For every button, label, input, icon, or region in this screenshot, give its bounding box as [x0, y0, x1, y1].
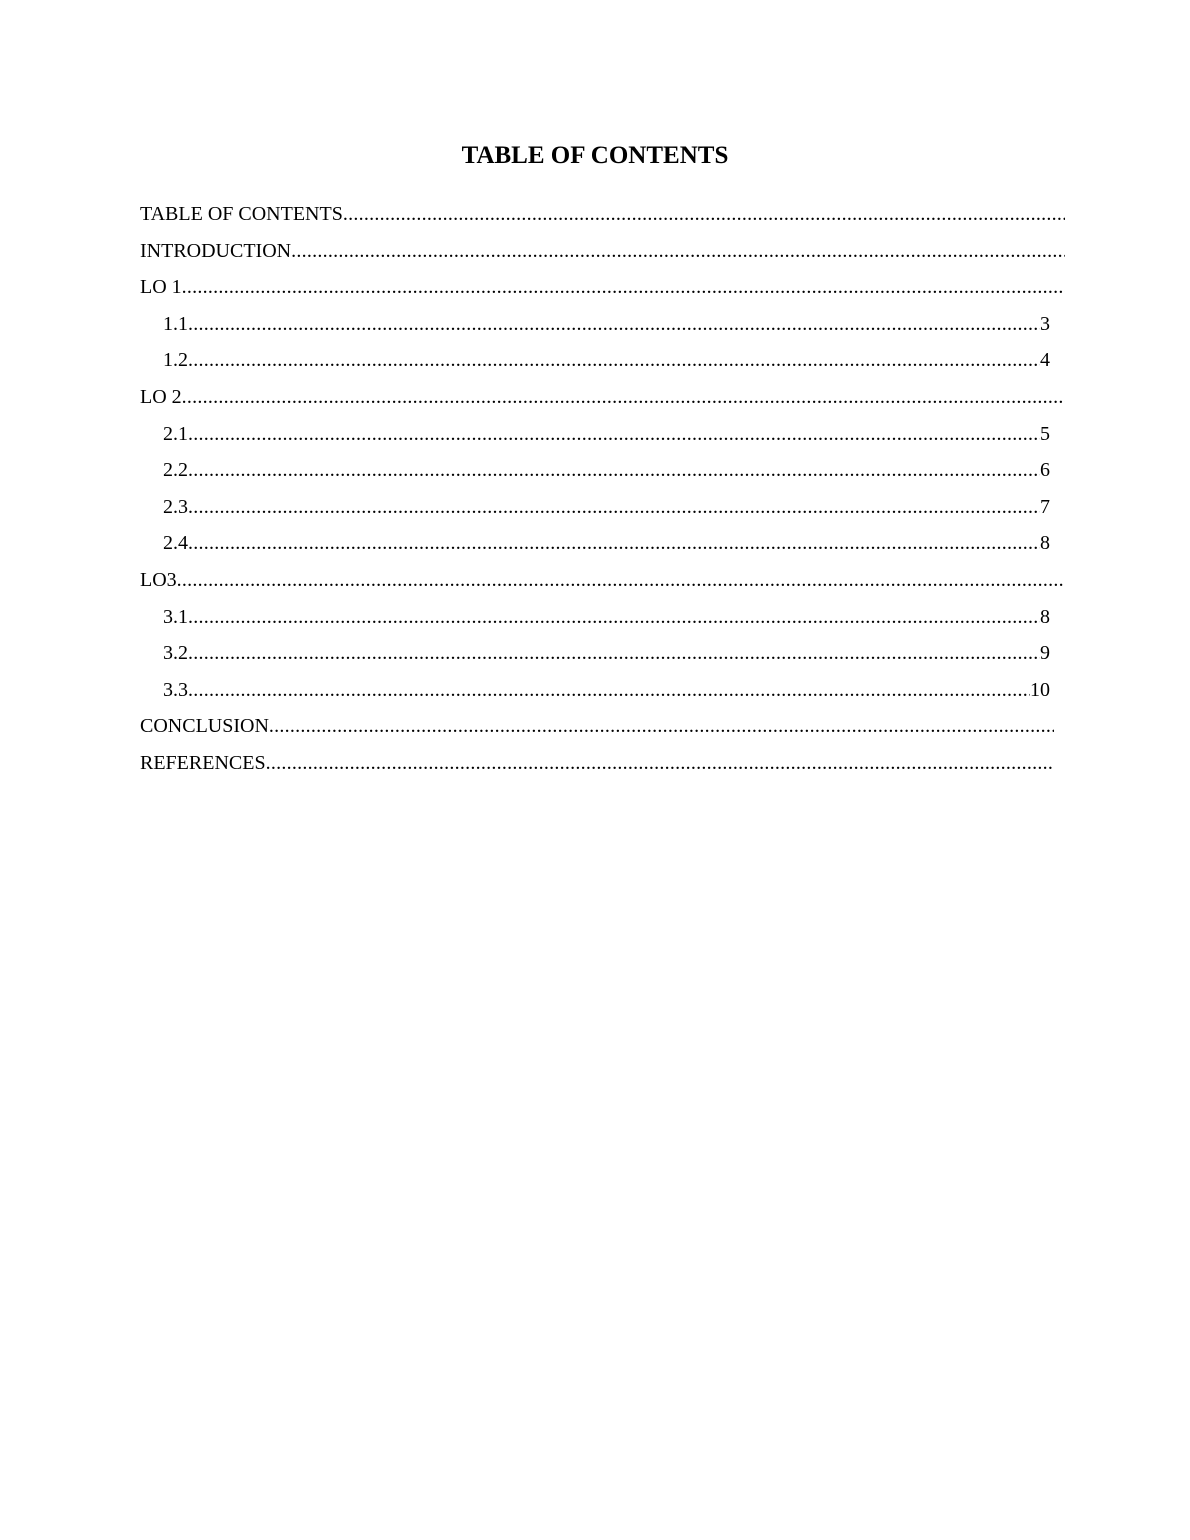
toc-entry-label: REFERENCES: [140, 751, 266, 774]
toc-entry-label: 1.2: [163, 349, 188, 372]
toc-entry-label: 3.2: [163, 642, 188, 665]
toc-leader-dots: [182, 379, 1065, 416]
toc-entry-3-2[interactable]: [163, 635, 1050, 672]
toc-entry-introduction[interactable]: [140, 233, 1065, 270]
toc-entry-page: 8: [1040, 605, 1050, 628]
toc-entry-page: 6: [1040, 459, 1050, 482]
toc-leader-dots: [188, 416, 1040, 453]
toc-leader-dots: [343, 196, 1065, 233]
toc-entry-2-1[interactable]: [163, 416, 1050, 453]
toc-leader-dots: [266, 745, 1054, 782]
toc-leader-dots: [182, 269, 1065, 306]
toc-leader-dots: [188, 525, 1040, 562]
toc-entry-2-4[interactable]: [163, 525, 1050, 562]
toc-list: [140, 196, 1065, 782]
toc-entry-2-2[interactable]: [163, 452, 1050, 489]
toc-entry-lo3[interactable]: [140, 562, 1065, 599]
toc-entry-page: 7: [1040, 495, 1050, 518]
toc-leader-dots: [188, 672, 1030, 709]
toc-entry-label: 1.1: [163, 312, 188, 335]
toc-leader-dots: [188, 489, 1040, 526]
toc-entry-3-1[interactable]: [163, 599, 1050, 636]
toc-leader-dots: [188, 342, 1040, 379]
toc-entry-1-1[interactable]: [163, 306, 1050, 343]
toc-entry-page: 5: [1040, 422, 1050, 445]
toc-entry-conclusion[interactable]: [140, 708, 1054, 745]
toc-leader-dots: [291, 233, 1065, 270]
toc-entry-label: 3.1: [163, 605, 188, 628]
toc-entry-label: CONCLUSION: [140, 715, 269, 738]
toc-leader-dots: [177, 562, 1065, 599]
toc-entry-label: 2.3: [163, 495, 188, 518]
toc-entry-page: 4: [1040, 349, 1050, 372]
toc-entry-label: 2.1: [163, 422, 188, 445]
toc-entry-label: LO 2: [140, 385, 182, 408]
toc-leader-dots: [269, 708, 1054, 745]
toc-entry-table-of-contents[interactable]: [140, 196, 1065, 233]
toc-entry-label: 3.3: [163, 678, 188, 701]
toc-entry-label: INTRODUCTION: [140, 239, 292, 262]
toc-leader-dots: [188, 599, 1040, 636]
toc-entry-label: LO3: [140, 568, 177, 591]
toc-entry-1-2[interactable]: [163, 342, 1050, 379]
toc-entry-label: TABLE OF CONTENTS: [140, 203, 343, 225]
toc-entry-page: 3: [1040, 312, 1050, 335]
toc-entry-page: 10: [1030, 678, 1050, 701]
toc-entry-page: 8: [1040, 532, 1050, 555]
toc-entry-label: 2.4: [163, 532, 188, 555]
toc-entry-lo-2[interactable]: [140, 379, 1065, 416]
toc-entry-label: LO 1: [140, 276, 182, 299]
toc-leader-dots: [188, 306, 1040, 343]
toc-entry-page: 9: [1040, 642, 1050, 665]
toc-entry-label: 2.2: [163, 459, 188, 482]
toc-entry-lo-1[interactable]: [140, 269, 1065, 306]
toc-leader-dots: [188, 452, 1040, 489]
toc-entry-3-3[interactable]: [163, 672, 1050, 709]
toc-entry-references[interactable]: [140, 745, 1054, 782]
toc-leader-dots: [188, 635, 1040, 672]
page-title: TABLE OF CONTENTS: [461, 142, 729, 169]
toc-entry-2-3[interactable]: [163, 489, 1050, 526]
